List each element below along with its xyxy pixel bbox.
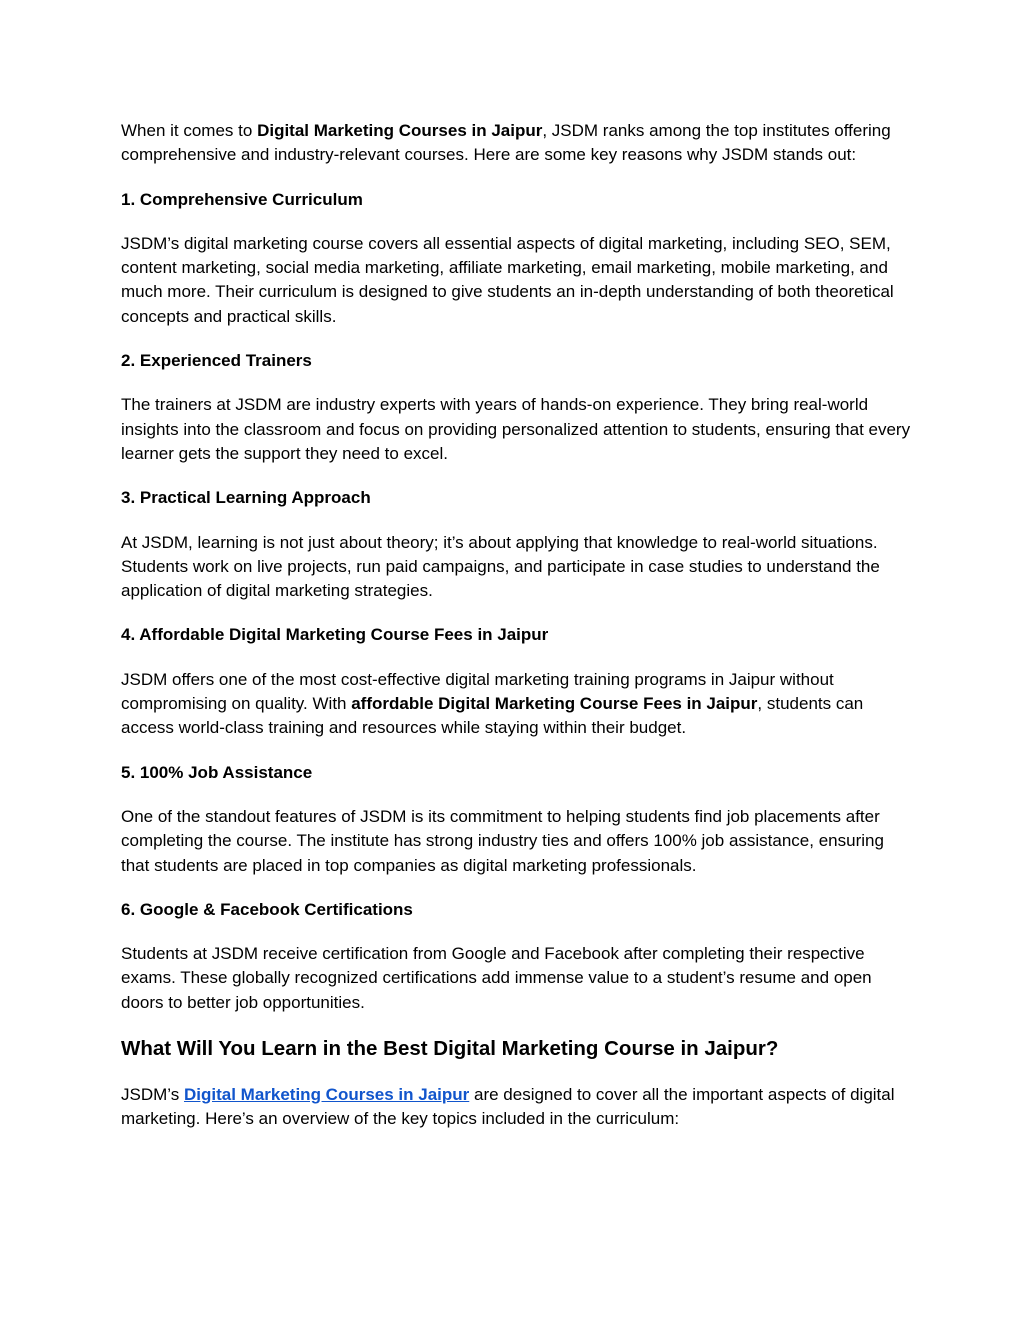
section-body-practical: At JSDM, learning is not just about theory; it’s about applying that knowledge to real-world situations. Students work on live projects, run paid campaigns, and participate in case studies to understand the application of digital marketing strategies.	[121, 532, 880, 601]
intro-bold-keyword: Digital Marketing Courses in Jaipur	[257, 121, 543, 140]
fees-text-end: , students can access world-class training and resources while staying within their budget.	[121, 694, 864, 738]
fees-bold-keyword: affordable Digital Marketing Course Fees in Jaipur	[351, 694, 758, 714]
section-heading-fees: 4. Affordable Digital Marketing Course Fees in Jaipur	[121, 625, 549, 645]
intro-paragraph	[121, 119, 911, 168]
section-heading-certifications: 6. Google & Facebook Certifications	[121, 899, 413, 919]
learn-text-end: are designed to cover all the important aspects of digital marketing. Here’s an overview of the key topics included in the curriculum:	[121, 1085, 895, 1129]
learn-text-start: JSDM’s	[121, 1085, 184, 1105]
learn-paragraph	[121, 1083, 911, 1132]
section-body-job-assistance: One of the standout features of JSDM is its commitment to helping students find job placements after completing the course. The institute has strong industry ties and offers 100% job assistance, ensuring that students are placed in top companies as digital marketing professionals.	[121, 806, 884, 875]
section-body-trainers: The trainers at JSDM are industry experts with years of hands-on experience. They bring real-world insights into the classroom and focus on providing personalized attention to students, ensuring that every learner gets the support they need to excel.	[121, 395, 911, 463]
section-heading-trainers: 2. Experienced Trainers	[121, 351, 312, 371]
section-heading-job-assistance: 5. 100% Job Assistance	[121, 762, 313, 782]
section-body-certifications: Students at JSDM receive certification from Google and Facebook after completing their respective exams. These globally recognized certifications add immense value to a student’s resume and open doors to better job opportunities.	[121, 944, 872, 1012]
section-heading-practical: 3. Practical Learning Approach	[121, 488, 371, 508]
section-body-fees	[121, 668, 911, 741]
courses-link[interactable]: Digital Marketing Courses in Jaipur	[183, 1085, 470, 1105]
fees-text-start: JSDM offers one of the most cost-effective digital marketing training programs in Jaipur without compromising on quality. With	[121, 669, 834, 714]
intro-text-end: , JSDM ranks among the top institutes offering comprehensive and industry-relevant courses. Here are some key reasons why JSDM stands out:	[121, 121, 891, 165]
intro-text-start: When it comes to	[121, 121, 258, 140]
section-heading-curriculum: 1. Comprehensive Curriculum	[121, 189, 363, 209]
document-page	[121, 119, 911, 1132]
learn-heading: What Will You Learn in the Best Digital Marketing Course in Jaipur?	[121, 1037, 779, 1061]
section-body-curriculum: JSDM’s digital marketing course covers all essential aspects of digital marketing, including SEO, SEM, content marketing, social media marketing, affiliate marketing, email marketing, mobile marketing, and much more. Their curriculum is designed to give students an in-depth understanding of both theoretical concepts and practical skills.	[121, 233, 894, 326]
